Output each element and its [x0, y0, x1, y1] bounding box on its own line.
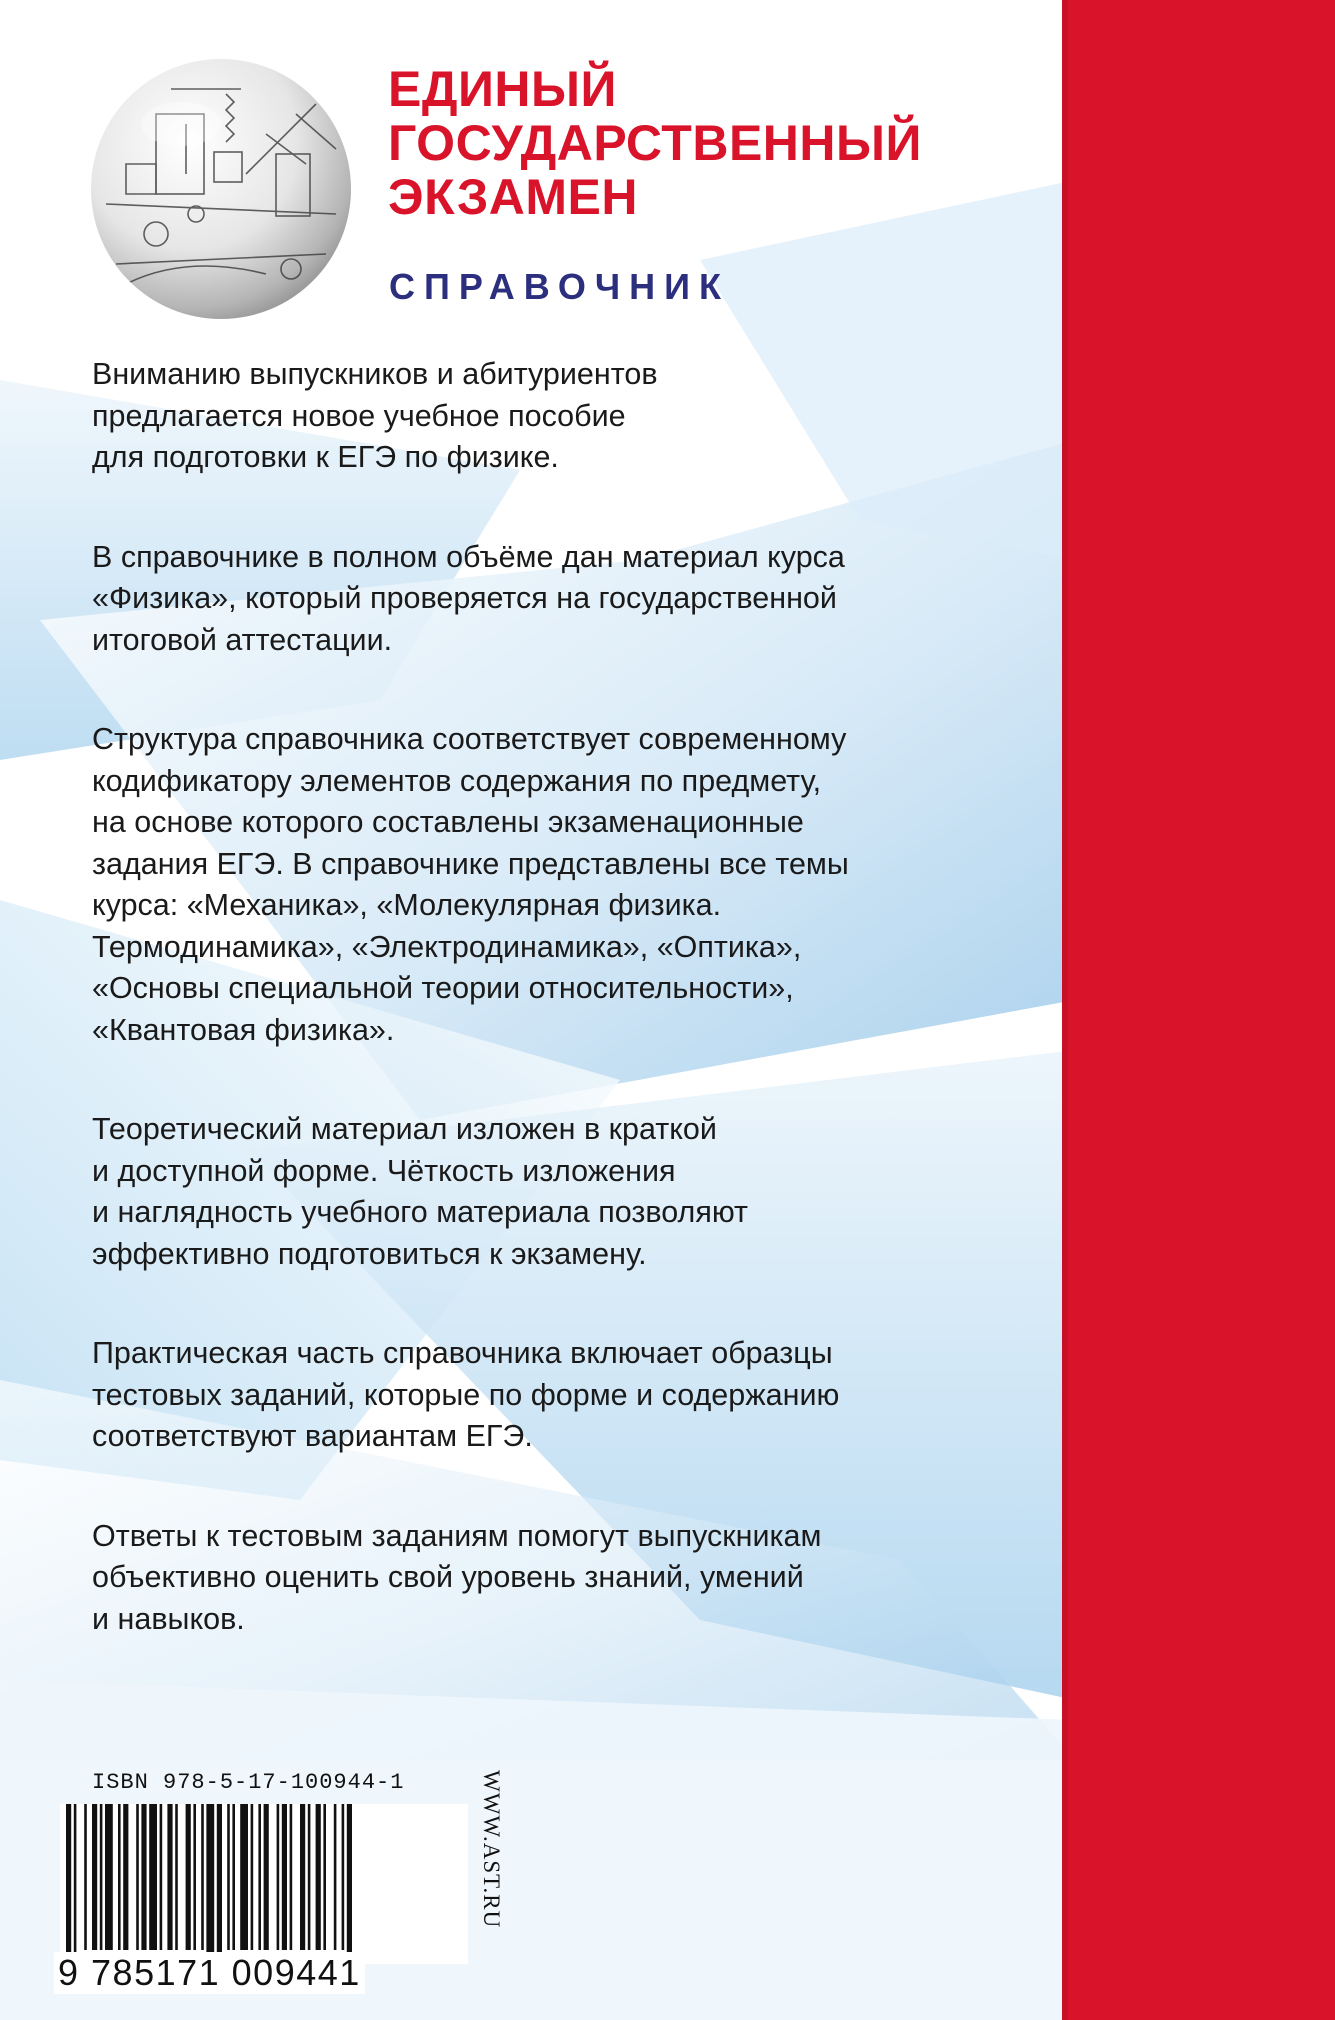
barcode-bar: [136, 1804, 139, 1950]
text-line: курса: «Механика», «Молекулярная физика.: [92, 888, 722, 922]
barcode-bar: [347, 1804, 352, 1964]
barcode-bar: [206, 1804, 214, 1964]
barcode-bar: [258, 1804, 261, 1950]
text-line: и наглядность учебного материала позволяют: [92, 1195, 749, 1229]
paragraph-3: [92, 719, 1022, 1051]
barcode-bar: [277, 1804, 280, 1950]
text-line: задания ЕГЭ. В справочнике представлены все темы: [92, 846, 849, 881]
barcode-bar: [316, 1804, 321, 1950]
paragraph-4: [92, 1109, 1022, 1275]
title-line-2: ГОСУДАРСТВЕННЫЙ: [388, 115, 922, 171]
text-line: кодификатору элементов содержания по предмету,: [92, 763, 822, 798]
text-line: соответствуют вариантам ЕГЭ.: [92, 1419, 533, 1453]
paragraph-5: [92, 1333, 1022, 1458]
text-line: «Квантовая физика».: [92, 1012, 395, 1047]
barcode-bar: [264, 1804, 269, 1950]
paragraph-2: [92, 537, 1022, 662]
exam-title: [388, 62, 922, 224]
barcode-bar: [334, 1804, 337, 1950]
barcode-bar: [227, 1804, 230, 1950]
publisher-website: WWW.AST.RU: [479, 1770, 504, 1929]
isbn-number: ISBN 978-5-17-100944-1: [92, 1770, 405, 1795]
text-line: Ответы к тестовым заданиям помогут выпускникам: [92, 1518, 822, 1553]
text-line: Структура справочника соответствует современному: [92, 722, 847, 756]
barcode-bar: [92, 1804, 97, 1950]
barcode-bar: [300, 1804, 305, 1950]
barcode-bar: [160, 1804, 163, 1950]
text-line: Вниманию выпускников и абитуриентов: [92, 357, 658, 391]
barcode-bar: [323, 1804, 326, 1950]
text-line: для подготовки к ЕГЭ по физике.: [92, 440, 559, 474]
text-line: эффективно подготовиться к экзамену.: [92, 1236, 647, 1271]
barcode-bar: [118, 1804, 121, 1950]
text-line: Практическая часть справочника включает образцы: [92, 1336, 833, 1370]
barcode-bar: [308, 1804, 311, 1950]
barcode-bar: [251, 1804, 254, 1950]
barcode-bar: [141, 1804, 146, 1950]
barcode-bar: [105, 1804, 113, 1950]
text-line: итоговой аттестации.: [92, 622, 393, 657]
barcode-bar: [167, 1804, 172, 1950]
title-line-3: ЭКЗАМЕН: [388, 169, 638, 225]
barcode-bar: [84, 1804, 87, 1950]
text-line: Термодинамика», «Электродинамика», «Оптика»,: [92, 929, 802, 964]
barcode-bar: [186, 1804, 191, 1950]
barcode-bar: [290, 1804, 293, 1950]
barcode-bar: [100, 1804, 103, 1950]
barcode-bar: [240, 1804, 248, 1950]
book-subtitle: СПРАВОЧНИК: [389, 266, 730, 307]
barcode-bar: [123, 1804, 128, 1950]
barcode-bar: [201, 1804, 204, 1950]
barcode-bar: [232, 1804, 235, 1950]
barcode-bar: [193, 1804, 196, 1950]
text-line: и доступной форме. Чёткость изложения: [92, 1153, 676, 1188]
text-line: Теоретический материал изложен в краткой: [92, 1112, 717, 1146]
physics-globe-icon: [86, 54, 356, 324]
text-line: «Основы специальной теории относительности»,: [92, 971, 794, 1005]
text-line: предлагается новое учебное пособие: [92, 398, 626, 433]
text-line: и навыков.: [92, 1601, 245, 1636]
barcode-bar: [342, 1804, 345, 1950]
text-line: тестовых заданий, которые по форме и содержанию: [92, 1377, 840, 1412]
description-text: [92, 354, 1022, 1698]
text-line: «Физика», который проверяется на государственной: [92, 581, 837, 615]
barcode-bar: [175, 1804, 178, 1950]
text-line: объективно оценить свой уровень знаний, умений: [92, 1560, 804, 1594]
barcode-icon: [60, 1804, 468, 1964]
barcode-bar: [149, 1804, 157, 1950]
text-line: на основе которого составлены экзаменационные: [92, 805, 804, 839]
title-line-1: ЕДИНЫЙ: [388, 61, 617, 117]
barcode-bar: [66, 1804, 71, 1964]
barcode-bar: [282, 1804, 287, 1950]
barcode-digits: 9 785171 009441: [54, 1952, 365, 1994]
red-side-band: [1068, 0, 1335, 2020]
barcode-bar: [217, 1804, 222, 1964]
paragraph-6: [92, 1516, 1022, 1641]
barcode-bar: [74, 1804, 77, 1964]
paragraph-1: [92, 354, 1022, 479]
text-line: В справочнике в полном объёме дан материал курса: [92, 539, 845, 574]
